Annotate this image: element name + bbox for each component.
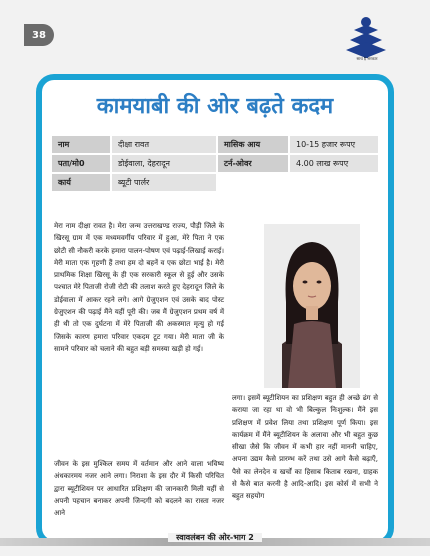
- turnover-label: टर्न-ओवर: [218, 155, 288, 172]
- logo-caption: साथ है सरकार: [356, 56, 378, 61]
- info-row: [52, 174, 378, 191]
- work-label: कार्य: [52, 174, 110, 191]
- story-paragraph-3: लगा। इसमें ब्यूटीशियन का प्रशिक्षण बहुत ही अच्छे ढंग से कराया जा रहा था वो भी बिल्कुल निःशुल्क। मैंने इस प्रशिक्षण में प्रवेश लिया तथा प्रशिक्षण पूर्ण किया। इस कार्यक्रम में मैंने ब्यूटीशियन के अलावा और भी बहुत कुछ सीखा जैसे कि जीवन में कभी हार नहीं माननी चाहिए, अपना उद्यम कैसे प्रारम्भ करें तथा उसे आगे कैसे बढ़ाएँ, पैसे का लेनदेन व खर्चों का हिसाब किताब रखना, ग्राहक से कैसे बात करनी है आदि-आदि। इस कोर्स में सभी ने बहुत सहयोग: [232, 394, 378, 501]
- page-number: 38: [24, 24, 54, 46]
- story-card: [36, 74, 394, 546]
- story-paragraph-1: मेरा नाम दीक्षा रावत है। मेरा जन्म उत्तराखण्ड राज्य, पौड़ी जिले के खिरसू ग्राम में एक मध्यमवर्गीय परिवार में हुआ, मेरे पिता ने एक छोटी सी नौकरी करके हमारा पालन-पोषण एवं पढ़ाई-लिखाई कराई। मेरी माता एक गृहणी हैं तथा हम दो बहनें व एक छोटा भाई है। मेरी प्राथमिक शिक्षा खिरसू के ही एक सरकारी स्कूल से हुई और उसके पश्चात मेरे पिताजी रोजी रोटी की तलाश करते हुए देहरादून जिले के डोईवाला में आकर रहने लगे। आगे ग्रेजुएशन एवं उसके बाद पोस्ट ग्रेजुएशन की पढ़ाई मैंने यहीं पूरी की। जब मैं ग्रेजुएशन प्रथम वर्ष में ही थी तो एक दुर्घटना में मेरे पिताजी की अकस्मात मृत्यु हो गई जिसके कारण हमारा परिवार एकदम टूट गया। मेरी माता जी के सामने परिवार को चलाने की बहुत बड़ी समस्या खड़ी हो गई।: [54, 222, 224, 353]
- address-label: पता/मो0: [52, 155, 110, 172]
- income-label: मासिक आय: [218, 136, 288, 153]
- footer-title: स्वावलंबन की ओर-भाग 2: [168, 533, 262, 542]
- income-value: 10-15 हजार रूपए: [290, 136, 378, 153]
- info-table: [52, 136, 378, 193]
- turnover-value: 4.00 लाख रूपए: [290, 155, 378, 172]
- story-paragraph-2: जीवन के इस मुश्किल समय में वर्तमान और आने वाला भविष्य अंधकारमय नजर आने लगा। निराशा के इस दौर में किसी परिचित द्वारा ब्यूटीशियन पर आधारित प्रशिक्षण की जानकारी मिली यहीं से अपनी पहचान बनाकर अपनी जिन्दगी को बदलने का रास्ता नजर आने: [54, 460, 224, 518]
- portrait-photo: [264, 224, 360, 388]
- address-value: डोईवाला, देहरादून: [112, 155, 216, 172]
- name-value: दीक्षा रावत: [112, 136, 216, 153]
- info-row: [52, 136, 378, 153]
- page-title: कामयाबी की ओर बढ़ते कदम: [96, 93, 334, 119]
- info-row: [52, 155, 378, 172]
- name-label: नाम: [52, 136, 110, 153]
- work-value: ब्यूटी पार्लर: [112, 174, 216, 191]
- footer: [0, 532, 430, 550]
